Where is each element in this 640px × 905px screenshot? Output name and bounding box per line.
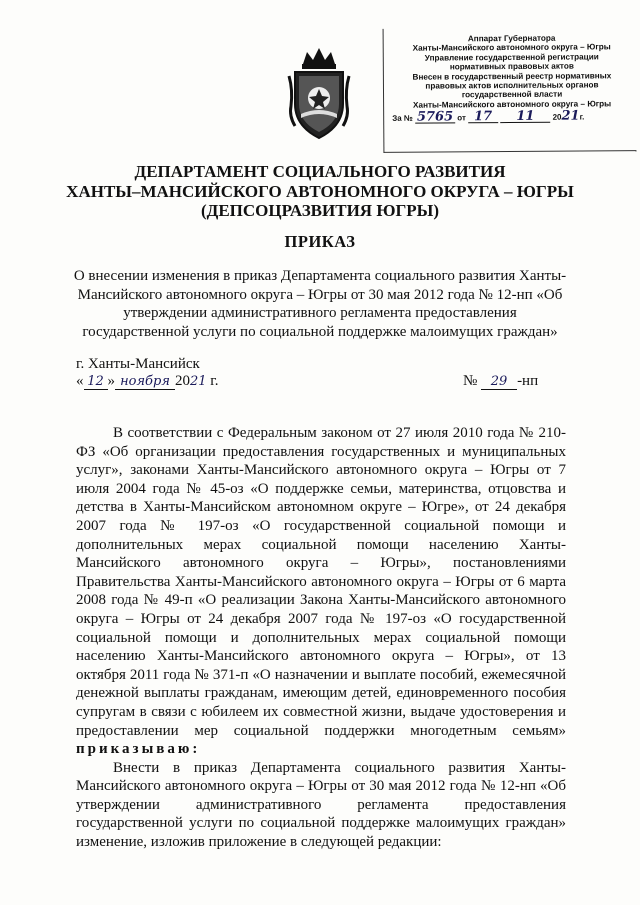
date-suffix: г. [206,373,219,389]
order-keyword: приказываю: [76,741,201,758]
date-close-quote: » [107,373,115,389]
department-name-line-3: (ДЕПСОЦРАЗВИТИЯ ЮГРЫ) [200,201,440,220]
department-name-line-2: ХАНТЫ–МАНСИЙСКОГО АВТОНОМНОГО ОКРУГА – ЮГРЫ [66,182,574,201]
stamp-line: Аппарат Губернатора [467,33,556,44]
document-date [76,373,219,390]
stamp-line: Ханты-Мансийского автономного округа – Югры [412,42,611,54]
date-month: ноября [115,374,175,390]
stamp-reg-suffix: г. [579,112,585,122]
body-paragraph-1-text: В соответствии с Федеральным законом от 27 июля 2010 года № 210-ФЗ «Об организации предоставления государственных и муниципальных услуг», законами Ханты-Мансийского автономного округа – Югры от 7 июля 2004 года № 45-оз «О поддержке семьи, материнства, отцовства и детства в Ханты-Мансийском автономном округе – Югре», от 24 декабря 2007 года № 197-оз «О государственной социальной помощи и дополнительных мерах социальной помощи населению Ханты-Мансийского автономного округа – Югры», постановлениями Правительства Ханты-Мансийского автономного округа – Югры от 6 марта 2008 года № 49-п «О реализации Закона Ханты-Мансийского автономного округа – Югры от 24 декабря 2007 года № 197-оз «О государственной социальной помощи и дополнительных мерах социальной помощи населению Ханты-Мансийского автономного округа – Югры», от 13 октября 2011 года № 371-п «О назначении и выплате пособий, ежемесячной денежной выплаты гражданам, имеющим детей, единовременного пособия супругам в связи с юбилеем их совместной жизни, выдаче удостоверения и предоставлении мер социальной поддержки многодетным семьям» [76,425,566,739]
stamp-line: правовых актов исполнительных органов [425,80,599,91]
date-year: 21 [190,374,207,389]
number-value: 29 [481,374,517,390]
coat-of-arms-icon [287,46,351,142]
registration-stamp [383,27,637,153]
stamp-line: Внесен в государственный реестр нормативных [412,70,612,82]
stamp-reg-prefix: За № [392,113,413,124]
stamp-reg-day: 17 [468,112,498,123]
department-name-line-1: ДЕПАРТАМЕНТ СОЦИАЛЬНОГО РАЗВИТИЯ [134,162,506,181]
stamp-registration-line [392,108,632,125]
body-paragraph-1 [76,424,566,759]
document-type-title: ПРИКАЗ [284,232,356,251]
stamp-line: Управление государственной регистрации [424,52,599,63]
date-open-quote: « [76,373,84,389]
stamp-reg-year-prefix: 20 [552,112,562,122]
date-year-prefix: 20 [175,373,190,389]
stamp-reg-day-sep: от [457,113,466,123]
document-body [76,424,566,852]
document-number [463,373,538,390]
document-subject: О внесении изменения в приказ Департамента социального развития Ханты-Мансийского автономного округа – Югры от 30 мая 2012 года № 12-нп «Об утверждении административного регламента предоставления государственной услуги по социальной поддержке малоимущих граждан» [73,268,567,340]
place-of-issue: г. Ханты-Мансийск [76,356,200,372]
stamp-reg-month: 11 [500,112,550,123]
body-paragraph-2: Внести в приказ Департамента социального развития Ханты-Мансийского автономного округа – Югры от 30 мая 2012 года № 12-нп «Об утверждении административного регламента предоставления государственной услуги по социальной поддержке малоимущих граждан» изменение, изложив приложение в следующей редакции: [76,759,566,851]
number-suffix: -нп [517,373,539,389]
stamp-line: Ханты-Мансийского автономного округа – Югры [413,99,612,110]
stamp-line: нормативных правовых актов [449,61,574,72]
stamp-reg-number: 5765 [416,109,454,125]
number-prefix: № [463,373,482,389]
stamp-reg-year: 21 [561,108,580,124]
stamp-line: государственной власти [461,90,563,100]
date-day: 12 [84,374,108,390]
